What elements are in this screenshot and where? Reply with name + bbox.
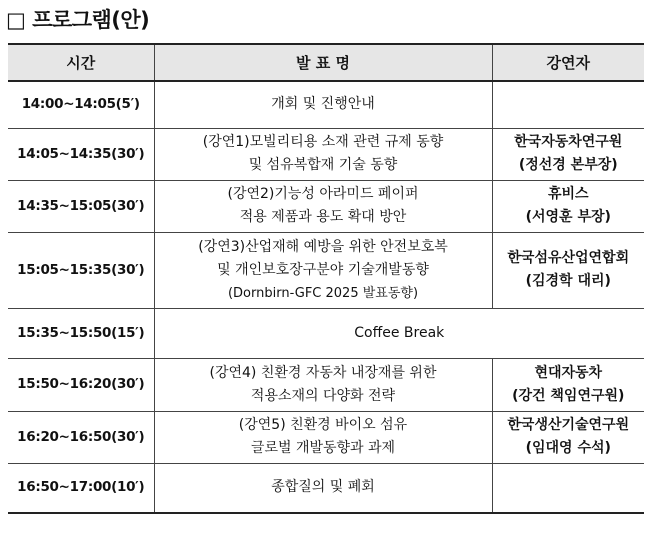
page-title: □ 프로그램(안) <box>6 8 150 32</box>
table-row <box>8 308 644 358</box>
talk-line: 종합질의 및 폐회 <box>271 479 375 496</box>
time-cell: 15:35~15:50(15′) <box>8 308 154 358</box>
speaker-org: 휴비스 <box>547 186 589 202</box>
table-row <box>8 128 644 180</box>
talk-cell <box>154 81 492 128</box>
speaker-org: 한국자동차연구원 <box>514 134 623 150</box>
table-row <box>8 463 644 513</box>
program-table <box>8 43 644 514</box>
speaker-person: (서영훈 부장) <box>525 209 611 225</box>
speaker-cell <box>492 180 644 232</box>
speaker-person: (정선경 본부장) <box>518 157 618 173</box>
header-speaker: 강연자 <box>492 44 644 81</box>
table-row <box>8 81 644 128</box>
time-cell: 14:35~15:05(30′) <box>8 180 154 232</box>
speaker-person: (임대영 수석) <box>525 440 611 456</box>
speaker-cell <box>492 411 644 463</box>
speaker-person: (강건 책임연구원) <box>512 387 625 404</box>
talk-cell <box>154 180 492 232</box>
talk-line: 글로벌 개발동향과 과제 <box>250 440 396 456</box>
speaker-cell <box>492 463 644 513</box>
speaker-org: 한국생산기술연구원 <box>507 417 630 433</box>
talk-cell <box>154 463 492 513</box>
time-cell: 16:20~16:50(30′) <box>8 411 154 463</box>
speaker-cell <box>492 232 644 308</box>
speaker-org: 현대자동차 <box>534 364 603 381</box>
talk-line: 및 섬유복합재 기술 동향 <box>248 157 398 173</box>
talk-line: 적용소재의 다양화 전략 <box>250 387 396 404</box>
table-row <box>8 358 644 411</box>
speaker-cell <box>492 128 644 180</box>
header-talk: 발 표 명 <box>154 44 492 81</box>
talk-cell <box>154 232 492 308</box>
talk-line: (강연3)산업재해 예방을 위한 안전보호복 <box>198 238 448 255</box>
talk-cell <box>154 411 492 463</box>
talk-line: (강연5) 친환경 바이오 섬유 <box>238 417 408 433</box>
table-row <box>8 232 644 308</box>
talk-line: Coffee Break <box>354 324 445 341</box>
header-time: 시간 <box>8 44 154 81</box>
talk-line: (강연1)모빌리티용 소재 관련 규제 동향 <box>202 134 444 150</box>
talk-cell <box>154 358 492 411</box>
talk-line: (강연4) 친환경 자동차 내장재를 위한 <box>209 364 437 381</box>
talk-line: (강연2)기능성 아라미드 페이퍼 <box>227 186 419 202</box>
time-cell: 14:05~14:35(30′) <box>8 128 154 180</box>
table-row <box>8 411 644 463</box>
talk-line: 개회 및 진행안내 <box>271 96 375 113</box>
talk-line: 및 개인보호장구분야 기술개발동향 <box>217 261 429 278</box>
time-cell: 16:50~17:00(10′) <box>8 463 154 513</box>
speaker-person: (김경학 대리) <box>525 273 611 289</box>
speaker-cell <box>492 81 644 128</box>
table-row <box>8 180 644 232</box>
talk-line: 적용 제품과 용도 확대 방안 <box>239 209 407 225</box>
time-cell: 14:00~14:05(5′) <box>8 81 154 128</box>
talk-line: (Dornbirn-GFC 2025 발표동향) <box>227 285 419 301</box>
talk-cell <box>154 128 492 180</box>
time-cell: 15:05~15:35(30′) <box>8 232 154 308</box>
time-cell: 15:50~16:20(30′) <box>8 358 154 411</box>
speaker-cell <box>492 358 644 411</box>
table-header-row <box>8 44 644 81</box>
talk-cell <box>154 308 644 358</box>
speaker-org: 한국섬유산업연합회 <box>507 250 630 266</box>
